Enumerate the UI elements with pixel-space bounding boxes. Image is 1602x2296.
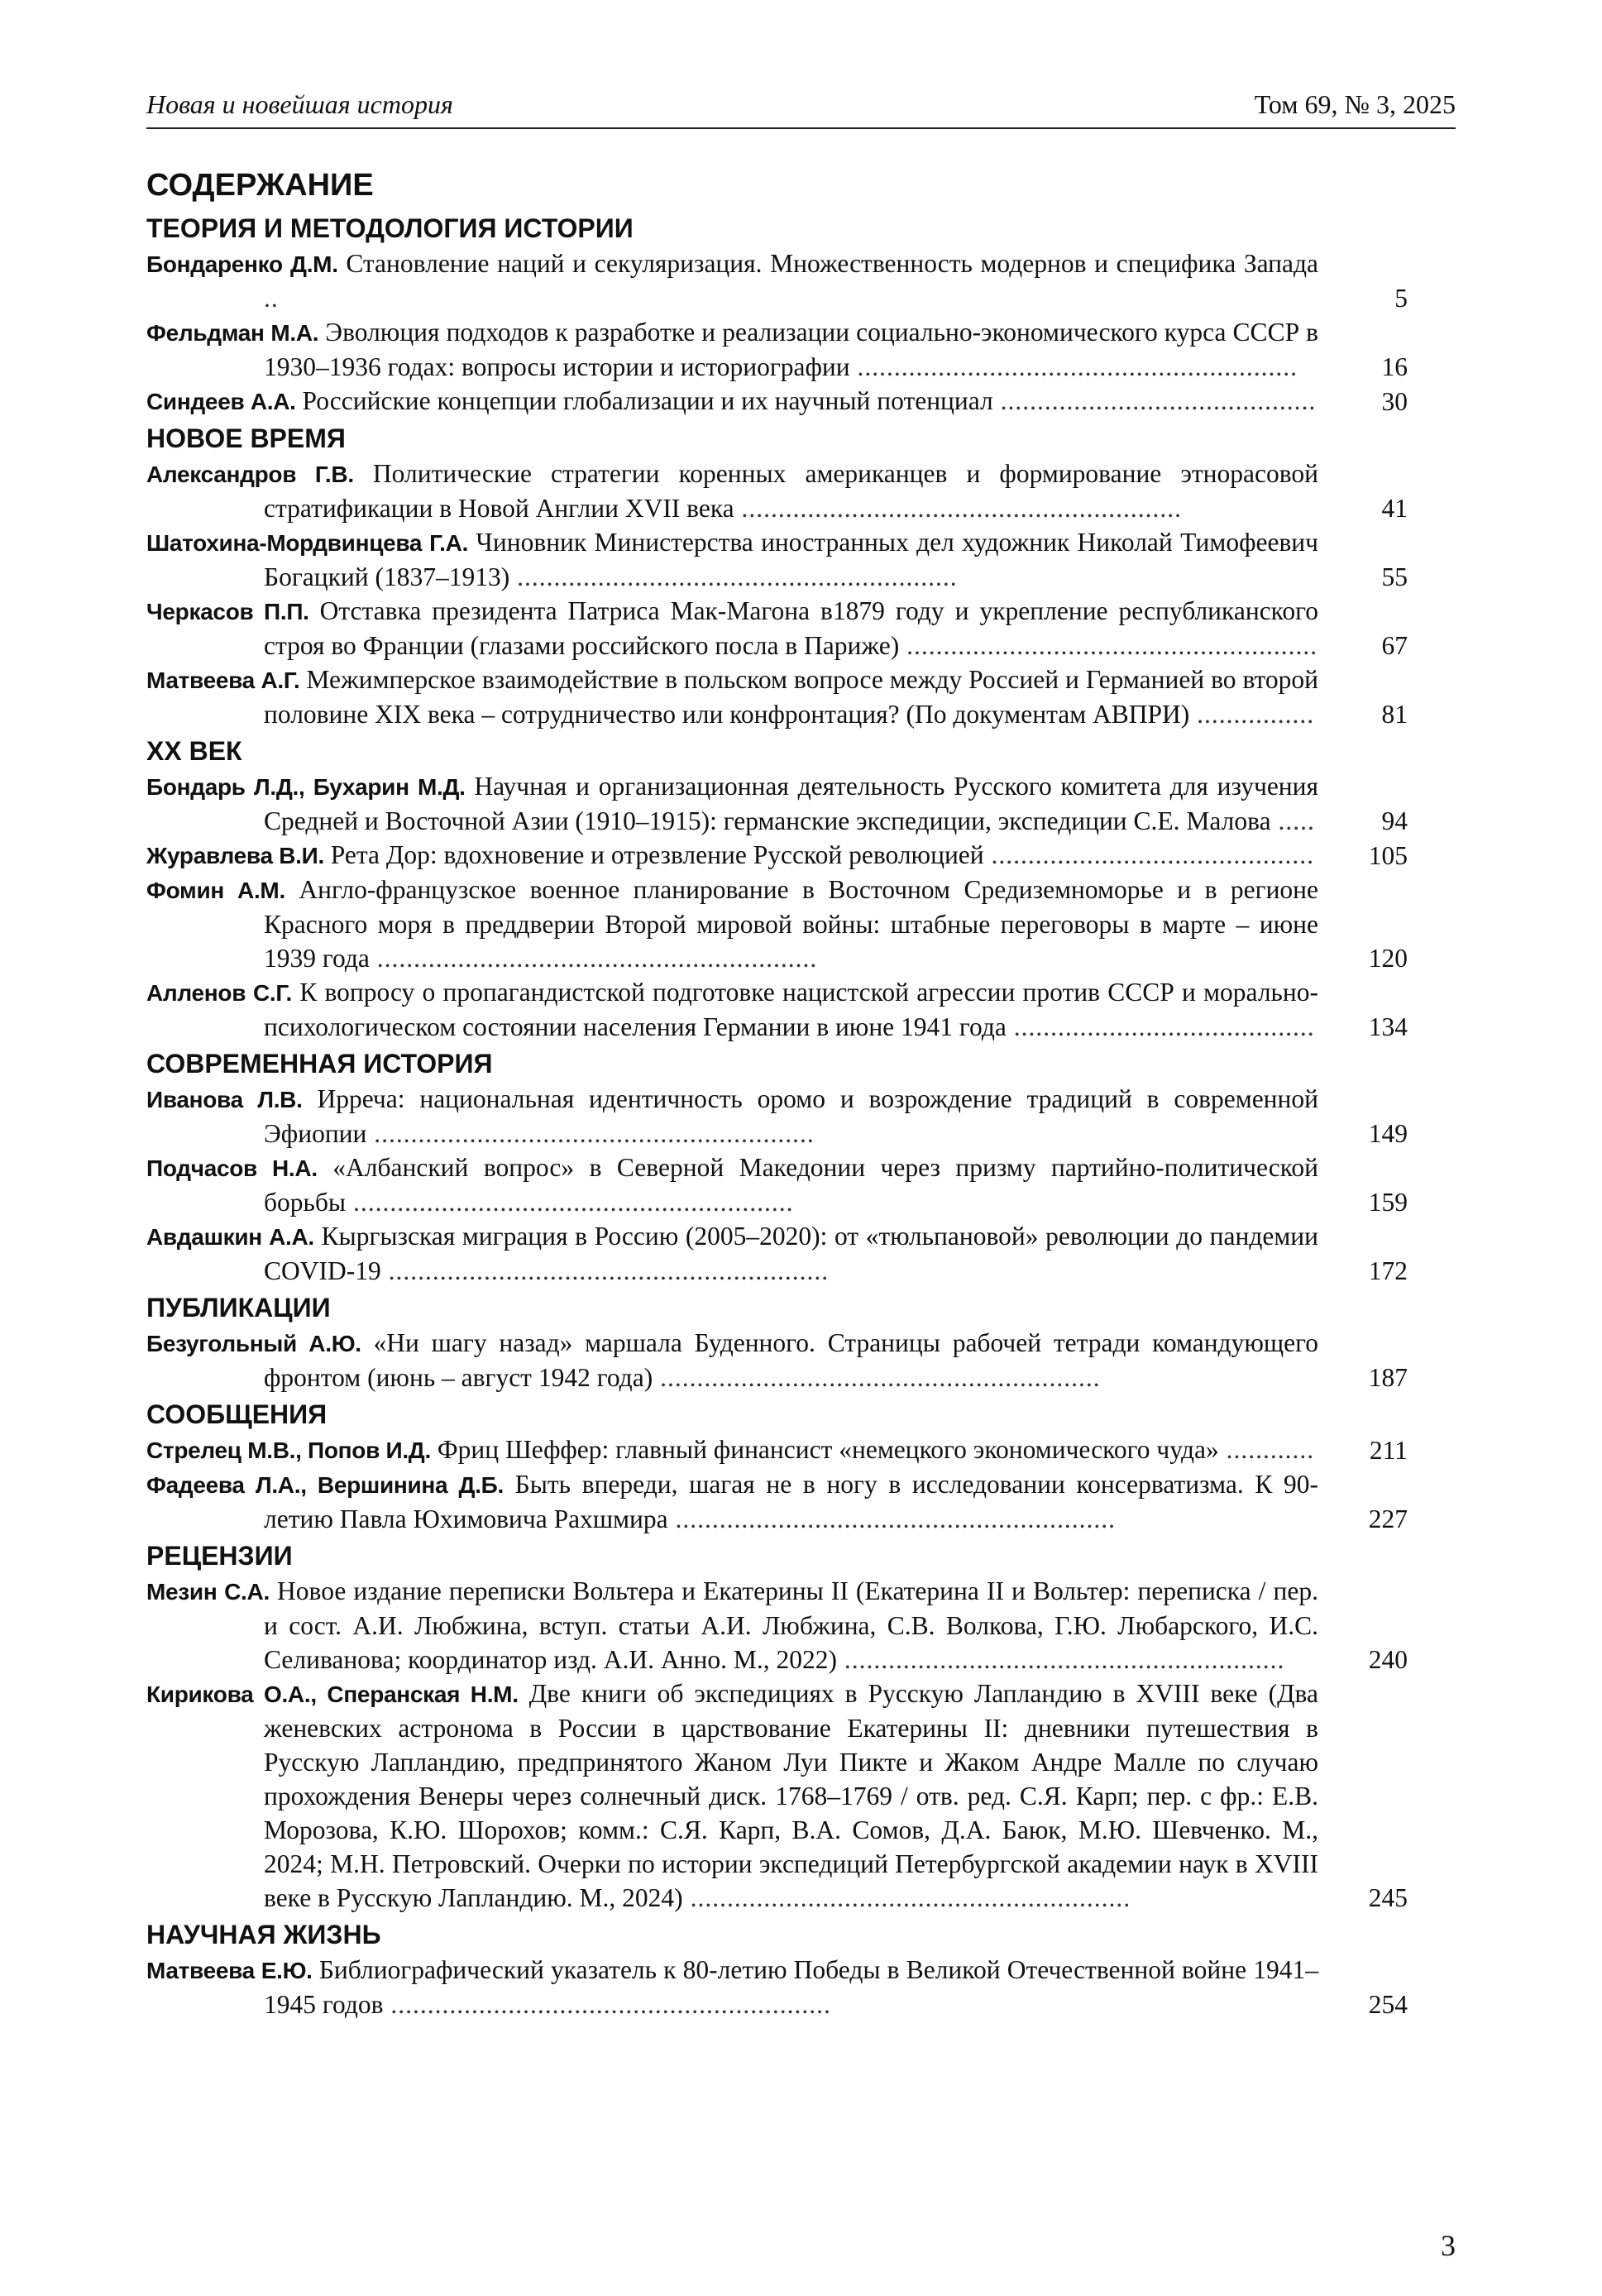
entry-page: 120 xyxy=(1368,944,1408,973)
toc-entry[interactable] xyxy=(146,1082,1408,1150)
toc-entry[interactable] xyxy=(146,1150,1408,1219)
entry-title: Англо-французское военное планирование в Восточном Средиземноморье и в регионе Красного моря в преддверии Второй мировой войны: штабные переговоры в марте – июне 1939 года xyxy=(264,875,1319,973)
entry-body xyxy=(146,246,1408,315)
entry-page: 254 xyxy=(1368,1990,1408,2019)
entry-author: Бондаренко Д.М. xyxy=(146,251,338,277)
entry-body xyxy=(146,384,1408,419)
leader-dots: ........................................................ xyxy=(899,631,1318,660)
leader-dots: ......................................... xyxy=(1006,1012,1315,1041)
entry-author: Фельдман М.А. xyxy=(146,320,319,346)
entry-page: 187 xyxy=(1368,1363,1408,1392)
entry-page: 16 xyxy=(1381,352,1408,381)
entry-page: 149 xyxy=(1368,1119,1408,1148)
entry-body xyxy=(146,315,1408,384)
toc-entry[interactable] xyxy=(146,1953,1408,2021)
entry-title: Научная и организационная деятельность Русского комитета для изучения Средней и Восточной Азии (1910–1915): германские экспедиции, экспедиции С.Е. Малова xyxy=(264,772,1319,835)
section-title: РЕЦЕНЗИИ xyxy=(146,1541,293,1571)
section-title: СООБЩЕНИЯ xyxy=(146,1399,328,1429)
entry-title: Библиографический указатель к 80-летию Победы в Великой Отечественной войне 1941–1945 годов xyxy=(264,1955,1318,2019)
section-title: XX ВЕК xyxy=(146,736,242,766)
leader-dots: ............................................................ xyxy=(849,352,1298,381)
entry-author: Иванова Л.В. xyxy=(146,1087,303,1112)
entry-title: Кыргызская миграция в Россию (2005–2020): от «тюльпановой» революции до пандемии COVID-19 xyxy=(264,1222,1319,1285)
toc-entry[interactable] xyxy=(146,246,1408,315)
entry-body xyxy=(146,838,1408,873)
entry-page: 159 xyxy=(1368,1188,1408,1217)
leader-dots: ............................................................ xyxy=(509,562,958,591)
entry-body xyxy=(146,1150,1408,1219)
entry-title: Две книги об экспедициях в Русскую Лапландию в XVIII веке (Два женевских астронома в России в царствование Екатерины II: дневники путешествия в Русскую Лапландию, предпринятого Жаном Луи Пикте и Жаком Андре Малле по случаю прохождения Венеры через солнечный диск. 1768–1769 / отв. ред. С.Я. Карп; пер. с фр.: Е.В. Морозова, К.Ю. Шорохов; комм.: С.Я. Карп, В.А. Сомов, Д.А. Баюк, М.Ю. Шевченко. М., 2024; М.Н. Петровский. Очерки по истории экспедиций Петербургской академии наук в XVIII веке в Русскую Лапландию. М., 2024) xyxy=(264,1679,1318,1912)
entry-page: 30 xyxy=(1381,387,1408,416)
entry-title: Эволюция подходов к разработке и реализации социально-экономического курса СССР в 1930–1936 годах: вопросы истории и историографии xyxy=(264,318,1319,381)
entry-author: Александров Г.В. xyxy=(146,462,354,487)
leader-dots: ............................................................ xyxy=(734,494,1183,523)
leader-dots: ............ xyxy=(1218,1435,1315,1464)
toc-entry[interactable] xyxy=(146,769,1408,838)
section-title: СОВРЕМЕННАЯ ИСТОРИЯ xyxy=(146,1049,493,1079)
entry-page: 211 xyxy=(1369,1436,1408,1465)
entry-body xyxy=(146,1677,1408,1915)
entry-author: Кирикова О.А., Сперанская Н.М. xyxy=(146,1681,519,1707)
entry-body xyxy=(146,873,1408,975)
entry-body xyxy=(146,525,1408,594)
entry-title: Становление наций и секуляризация. Множественность модернов и специфика Запада xyxy=(346,249,1319,278)
toc-entry[interactable] xyxy=(146,1574,1408,1677)
entry-title: Чиновник Министерства иностранных дел художник Николай Тимофеевич Богацкий (1837–1913) xyxy=(264,528,1319,591)
leader-dots: ............................................ xyxy=(983,840,1315,869)
entry-author: Синдеев А.А. xyxy=(146,389,296,414)
entry-body xyxy=(146,1953,1408,2021)
entry-body xyxy=(146,1219,1408,1288)
entry-body xyxy=(146,457,1408,525)
entry-author: Журавлева В.И. xyxy=(146,843,324,868)
entry-author: Шатохина-Мордвинцева Г.А. xyxy=(146,530,469,556)
entry-page: 94 xyxy=(1381,806,1408,835)
toc-entry[interactable] xyxy=(146,1677,1408,1915)
entry-page: 5 xyxy=(1394,284,1408,313)
entry-body xyxy=(146,662,1408,731)
toc-entry[interactable] xyxy=(146,525,1408,594)
entry-title: Рета Дор: вдохновение и отрезвление Русской революцией xyxy=(330,840,984,869)
leader-dots: ............................................................ xyxy=(346,1188,794,1217)
toc-sections xyxy=(146,210,1408,2021)
entry-author: Матвеева Е.Ю. xyxy=(146,1958,313,1983)
entry-title: Фриц Шеффер: главный финансист «немецкого экономического чуда» xyxy=(437,1435,1219,1464)
section-title: НАУЧНАЯ ЖИЗНЬ xyxy=(146,1920,381,1949)
entry-body xyxy=(146,1082,1408,1150)
entry-author: Фадеева Л.А., Вершинина Д.Б. xyxy=(146,1472,504,1498)
toc-entry[interactable] xyxy=(146,662,1408,731)
toc-entry[interactable] xyxy=(146,1467,1408,1536)
entry-page: 134 xyxy=(1368,1012,1408,1041)
entry-author: Фомин А.М. xyxy=(146,878,285,903)
entry-title: Отставка президента Патриса Мак-Магона в1879 году и укрепление республиканского строя во Франции (глазами российского посла в Париже) xyxy=(264,596,1319,660)
entry-page: 227 xyxy=(1368,1504,1408,1533)
entry-page: 172 xyxy=(1368,1256,1408,1285)
entry-title: «Ни шагу назад» маршала Буденного. Страницы рабочей тетради командующего фронтом (июнь – август 1942 года) xyxy=(264,1328,1318,1392)
toc-entry[interactable] xyxy=(146,384,1408,419)
section-title: НОВОЕ ВРЕМЯ xyxy=(146,423,346,453)
toc-entry[interactable] xyxy=(146,1326,1408,1394)
entry-author: Бондарь Л.Д., Бухарин М.Д. xyxy=(146,774,466,800)
entry-body xyxy=(146,594,1408,662)
entry-body xyxy=(146,1574,1408,1677)
entry-title: Межимперское взаимодействие в польском вопросе между Россией и Германией во второй половине XIX века – сотрудничество или конфронтация? (По документам АВПРИ) xyxy=(264,665,1319,729)
leader-dots: ............................................................ xyxy=(653,1363,1101,1392)
entry-page: 105 xyxy=(1368,841,1408,870)
toc-entry[interactable] xyxy=(146,873,1408,975)
entry-body xyxy=(146,1433,1408,1467)
toc-entry[interactable] xyxy=(146,315,1408,384)
leader-dots: ................ xyxy=(1189,700,1315,729)
issue-info: Том 69, № 3, 2025 xyxy=(1254,89,1456,119)
section-title: ПУБЛИКАЦИИ xyxy=(146,1293,331,1323)
entry-title: Российские концепции глобализации и их научный потенциал xyxy=(302,386,993,415)
entry-title: «Албанский вопрос» в Северной Македонии через призму партийно-политической борьбы xyxy=(264,1153,1319,1217)
leader-dots: ............................................................ xyxy=(836,1645,1285,1674)
toc-entry[interactable] xyxy=(146,594,1408,662)
journal-title: Новая и новейшая история xyxy=(146,89,453,119)
entry-author: Матвеева А.Г. xyxy=(146,667,300,693)
entry-author: Алленов С.Г. xyxy=(146,980,292,1006)
toc-entry[interactable] xyxy=(146,1433,1408,1467)
entry-body xyxy=(146,769,1408,838)
entry-title: Быть впереди, шагая не в ногу в исследовании консерватизма. К 90-летию Павла Юхимовича Рахшмира xyxy=(264,1470,1319,1533)
running-head xyxy=(146,89,1456,129)
toc-entry[interactable] xyxy=(146,1219,1408,1288)
entry-body xyxy=(146,1467,1408,1536)
leader-dots: ............................................................ xyxy=(369,944,818,973)
entry-page: 245 xyxy=(1368,1883,1408,1912)
entry-title: Политические стратегии коренных американцев и формирование этнорасовой стратификации в Новой Англии XVII века xyxy=(264,459,1318,523)
leader-dots: ........................................... xyxy=(992,386,1317,415)
toc-title: СОДЕРЖАНИЕ xyxy=(146,168,374,203)
toc-entry[interactable] xyxy=(146,457,1408,525)
entry-author: Черкасов П.П. xyxy=(146,599,309,624)
leader-dots: ............................................................ xyxy=(366,1119,815,1148)
entry-page: 55 xyxy=(1381,562,1408,591)
entry-author: Авдашкин А.А. xyxy=(146,1224,314,1250)
toc-entry[interactable] xyxy=(146,838,1408,873)
leader-dots: .. xyxy=(264,284,279,313)
toc-entry[interactable] xyxy=(146,975,1408,1044)
entry-body xyxy=(146,1326,1408,1394)
entry-author: Стрелец М.В., Попов И.Д. xyxy=(146,1437,431,1463)
entry-page: 240 xyxy=(1368,1645,1408,1674)
leader-dots: ............................................................ xyxy=(667,1504,1116,1533)
entry-page: 41 xyxy=(1381,494,1408,523)
entry-title: Ирреча: национальная идентичность оромо и возрождение традиций в современной Эфиопии xyxy=(264,1084,1318,1148)
entry-body xyxy=(146,975,1408,1044)
page-number: 3 xyxy=(1441,2229,1456,2262)
leader-dots: ............................................................ xyxy=(380,1256,830,1285)
entry-author: Подчасов Н.А. xyxy=(146,1155,318,1181)
leader-dots: ............................................................ xyxy=(383,1990,831,2019)
entry-page: 67 xyxy=(1381,631,1408,660)
entry-title: К вопросу о пропагандистской подготовке нацистской агрессии против СССР и морально-психологическом состоянии населения Германии в июне 1941 года xyxy=(264,978,1319,1041)
leader-dots: ............................................................ xyxy=(682,1883,1131,1912)
entry-title: Новое издание переписки Вольтера и Екатерины II (Екатерина II и Вольтер: переписка / пер. и сост. А.И. Любжина, вступ. статьи А.И. Любжина, С.В. Волкова, Г.Ю. Любарского, И.С. Селиванова; координатор изд. А.И. Анно. М., 2022) xyxy=(264,1576,1318,1674)
entry-author: Безугольный А.Ю. xyxy=(146,1331,361,1356)
entry-page: 81 xyxy=(1381,700,1408,729)
entry-author: Мезин С.А. xyxy=(146,1579,270,1605)
section-title: ТЕОРИЯ И МЕТОДОЛОГИЯ ИСТОРИИ xyxy=(146,213,634,243)
table-of-contents xyxy=(146,162,1408,2021)
leader-dots: ..... xyxy=(1270,806,1315,835)
